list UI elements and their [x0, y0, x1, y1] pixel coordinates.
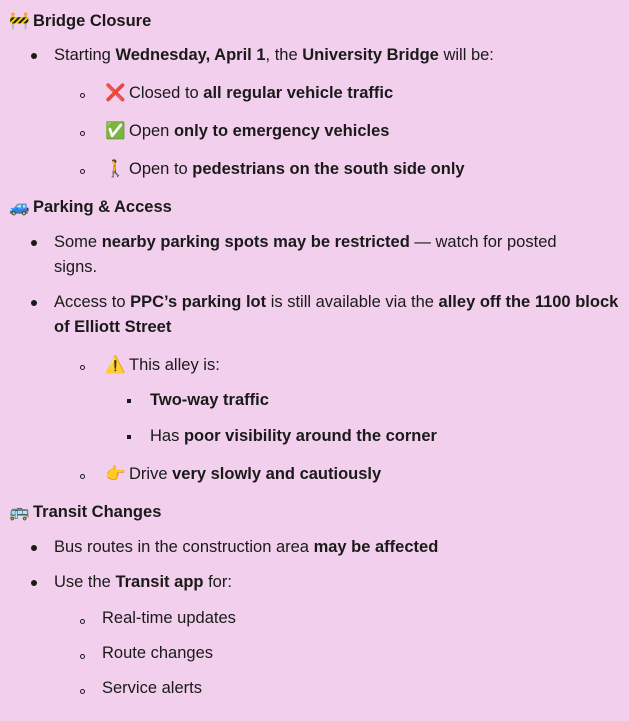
section-heading-bridge-closure: 🚧 Bridge Closure	[9, 8, 151, 34]
list-item: Some nearby parking spots may be restricted — watch for posted signs.	[54, 233, 557, 276]
warning-icon: ⚠️	[105, 355, 126, 374]
section-heading-transit-changes: 🚌 Transit Changes	[9, 499, 161, 525]
construction-barrier-icon: 🚧	[9, 11, 30, 30]
bullet-disc-icon	[31, 53, 37, 59]
list-item: Bus routes in the construction area may be affected	[54, 538, 439, 556]
bullet-disc-icon	[31, 300, 37, 306]
list-item: ❌ Closed to all regular vehicle traffic	[105, 80, 393, 106]
list-item: 🚶 Open to pedestrians on the south side only	[105, 156, 465, 182]
list-item: 👉 Drive very slowly and cautiously	[105, 461, 381, 487]
list-item: Two-way traffic	[150, 391, 269, 409]
bullet-disc-icon	[31, 580, 37, 586]
list-item: Real-time updates	[102, 609, 236, 627]
list-item: Access to PPC’s parking lot is still available via the alley off the 1100 block of Elliott Street	[54, 293, 619, 336]
list-item: Route changes	[102, 644, 213, 662]
bullet-circle-icon	[80, 654, 85, 659]
bullet-circle-icon	[80, 131, 85, 136]
section-heading-parking-access: 🚙 Parking & Access	[9, 194, 172, 220]
car-icon: 🚙	[9, 197, 30, 216]
list-item: Starting Wednesday, April 1, the University Bridge will be:	[54, 46, 494, 64]
check-mark-icon: ✅	[105, 121, 126, 140]
bullet-circle-icon	[80, 365, 85, 370]
pedestrian-icon: 🚶	[105, 159, 126, 178]
bullet-disc-icon	[31, 545, 37, 551]
bullet-circle-icon	[80, 689, 85, 694]
bullet-circle-icon	[80, 169, 85, 174]
bullet-square-icon	[127, 399, 131, 403]
list-item: ⚠️ This alley is:	[105, 352, 220, 378]
bullet-square-icon	[127, 435, 131, 439]
bullet-circle-icon	[80, 93, 85, 98]
bullet-disc-icon	[31, 240, 37, 246]
bullet-circle-icon	[80, 474, 85, 479]
bullet-circle-icon	[80, 619, 85, 624]
list-item: Has poor visibility around the corner	[150, 427, 437, 445]
list-item: ✅ Open only to emergency vehicles	[105, 118, 389, 144]
pointing-hand-icon: 👉	[105, 464, 126, 483]
bus-icon: 🚌	[9, 502, 30, 521]
cross-mark-icon: ❌	[105, 83, 126, 102]
list-item: Service alerts	[102, 679, 202, 697]
list-item: Use the Transit app for:	[54, 573, 232, 591]
